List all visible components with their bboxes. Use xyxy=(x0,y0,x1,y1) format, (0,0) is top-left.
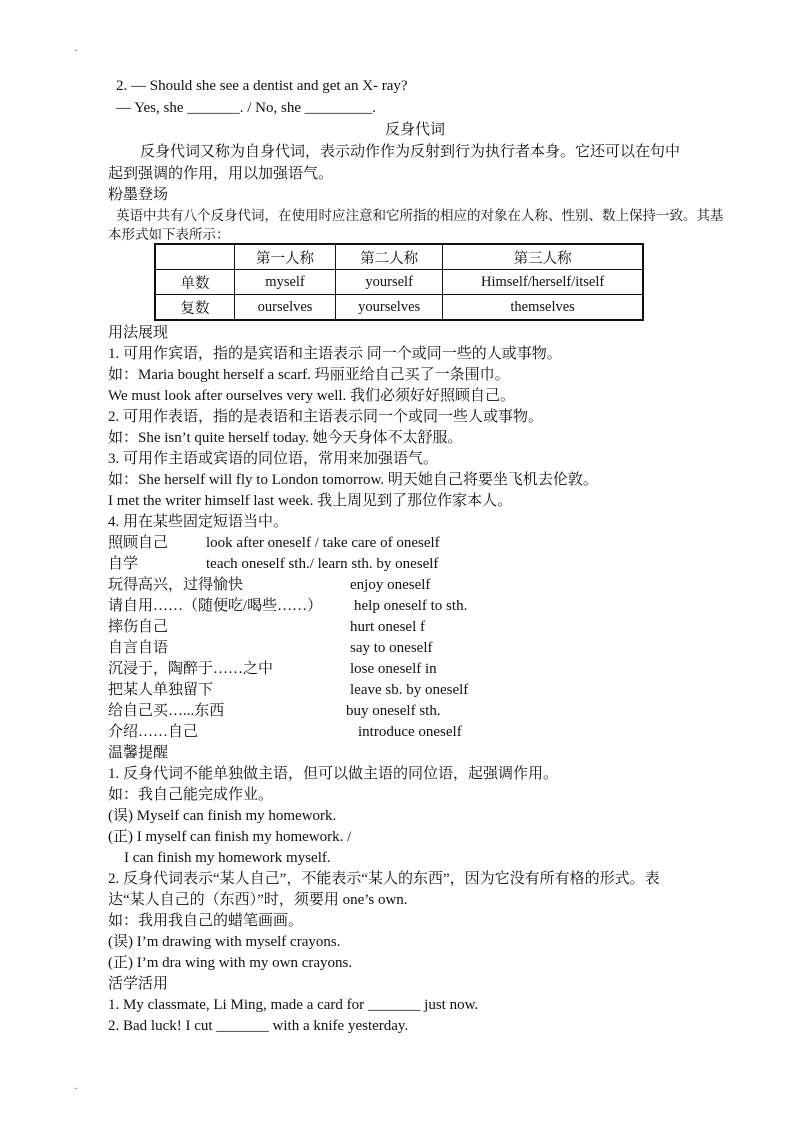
phrase-en: look after oneself / take care of oneself xyxy=(206,535,440,551)
table-cell: Himself/herself/itself xyxy=(443,270,643,295)
table-cell: 复数 xyxy=(155,295,235,321)
section-title: 反身代词 xyxy=(385,122,446,138)
intro-paragraph-line: 起到强调的作用，用以加强语气。 xyxy=(108,166,334,182)
phrase-cn: 自言自语 xyxy=(108,640,169,656)
usage-line: 如：She isn’t quite herself today. 她今天身体不太舒服。 xyxy=(108,430,463,446)
tip-line: 2. 反身代词表示“某人自己”，不能表示“某人的东西”，因为它没有所有格的形式。表 xyxy=(108,871,660,887)
table-cell: yourselves xyxy=(336,295,443,321)
tip-line: (误) I’m drawing with myself crayons. xyxy=(108,934,341,950)
table-header-cell: 第一人称 xyxy=(235,244,336,270)
phrase-cn: 自学 xyxy=(108,556,139,572)
table-header-row xyxy=(155,244,643,270)
question-line: 2. — Should she see a dentist and get an X- ray? xyxy=(116,78,408,94)
phrase-cn: 请自用……（随便吃/喝些……） xyxy=(108,598,323,614)
table-cell: 单数 xyxy=(155,270,235,295)
corner-mark: . xyxy=(75,43,78,54)
phrase-cn: 沉浸于，陶醉于……之中 xyxy=(108,661,274,677)
exercise-line: 2. Bad luck! I cut _______ with a knife yesterday. xyxy=(108,1018,409,1034)
usage-line: 2. 可用作表语，指的是表语和主语表示同一个或同一些人或事物。 xyxy=(108,409,544,425)
phrase-en: lose oneself in xyxy=(350,661,437,677)
usage-line: 如：Maria bought herself a scarf. 玛丽亚给自己买了一条围巾。 xyxy=(108,367,510,383)
table-row xyxy=(155,270,643,295)
phrase-en: help oneself to sth. xyxy=(354,598,468,614)
table-cell: themselves xyxy=(443,295,643,321)
usage-line: 3. 可用作主语或宾语的同位语，常用来加强语气。 xyxy=(108,451,439,467)
phrase-en: introduce oneself xyxy=(358,724,462,740)
phrase-en: say to oneself xyxy=(350,640,433,656)
tip-line: 达“某人自己的（东西）”时，须要用 one’s own. xyxy=(108,892,408,908)
table-row xyxy=(155,295,643,321)
table-header-cell xyxy=(155,244,235,270)
tip-line: (正) I myself can finish my homework. / xyxy=(108,829,352,845)
phrase-cn: 把某人单独留下 xyxy=(108,682,214,698)
phrase-cn: 照顾自己 xyxy=(108,535,169,551)
phrase-en: enjoy oneself xyxy=(350,577,431,593)
tip-line: 如：我自己能完成作业。 xyxy=(108,787,274,803)
heading-tips: 温馨提醒 xyxy=(108,745,169,761)
table-cell: yourself xyxy=(336,270,443,295)
usage-line: 4. 用在某些固定短语当中。 xyxy=(108,514,289,530)
heading-practice: 活学活用 xyxy=(108,976,169,992)
usage-line: 1. 可用作宾语，指的是宾语和主语表示 同一个或同一些的人或事物。 xyxy=(108,346,562,362)
intro-paragraph-line: 反身代词又称为自身代词，表示动作作为反射到行为执行者本身。它还可以在句中 xyxy=(140,144,681,160)
tip-line: 如：我用我自己的蜡笔画画。 xyxy=(108,913,304,929)
corner-mark: . xyxy=(75,1081,78,1092)
tip-line: I can finish my homework myself. xyxy=(124,850,331,866)
description-line: 本形式如下表所示： xyxy=(108,227,230,242)
phrase-cn: 介绍……自己 xyxy=(108,724,199,740)
usage-line: I met the writer himself last week. 我上周见到了那位作家本人。 xyxy=(108,493,513,509)
tip-line: (误) Myself can finish my homework. xyxy=(108,808,337,824)
table-header-cell: 第二人称 xyxy=(336,244,443,270)
tip-line: 1. 反身代词不能单独做主语，但可以做主语的同位语，起强调作用。 xyxy=(108,766,559,782)
heading-fenmo: 粉墨登场 xyxy=(108,187,169,203)
table-cell: ourselves xyxy=(235,295,336,321)
phrase-cn: 摔伤自己 xyxy=(108,619,169,635)
description-line: 英语中共有八个反身代词，在使用时应注意和它所指的相应的对象在人称、性别、数上保持一致。其基 xyxy=(116,208,724,223)
phrase-en: leave sb. by oneself xyxy=(350,682,469,698)
phrase-cn: 给自己买…...东西 xyxy=(108,703,225,719)
question-answer-line: — Yes, she _______. / No, she _________. xyxy=(116,100,377,116)
tip-line: (正) I’m dra wing with my own crayons. xyxy=(108,955,353,971)
exercise-line: 1. My classmate, Li Ming, made a card for _______ just now. xyxy=(108,997,479,1013)
table-header-cell: 第三人称 xyxy=(443,244,643,270)
usage-line: 如：She herself will fly to London tomorrow. 明天她自己将要坐飞机去伦敦。 xyxy=(108,472,598,488)
heading-usage: 用法展现 xyxy=(108,325,169,341)
phrase-en: hurt onesel f xyxy=(350,619,425,635)
table-cell: myself xyxy=(235,270,336,295)
phrase-en: buy oneself sth. xyxy=(346,703,441,719)
usage-line: We must look after ourselves very well. 我们必须好好照顾自己。 xyxy=(108,388,516,404)
phrase-cn: 玩得高兴，过得愉快 xyxy=(108,577,244,593)
reflexive-pronoun-table xyxy=(154,243,644,321)
phrase-en: teach oneself sth./ learn sth. by oneself xyxy=(206,556,439,572)
